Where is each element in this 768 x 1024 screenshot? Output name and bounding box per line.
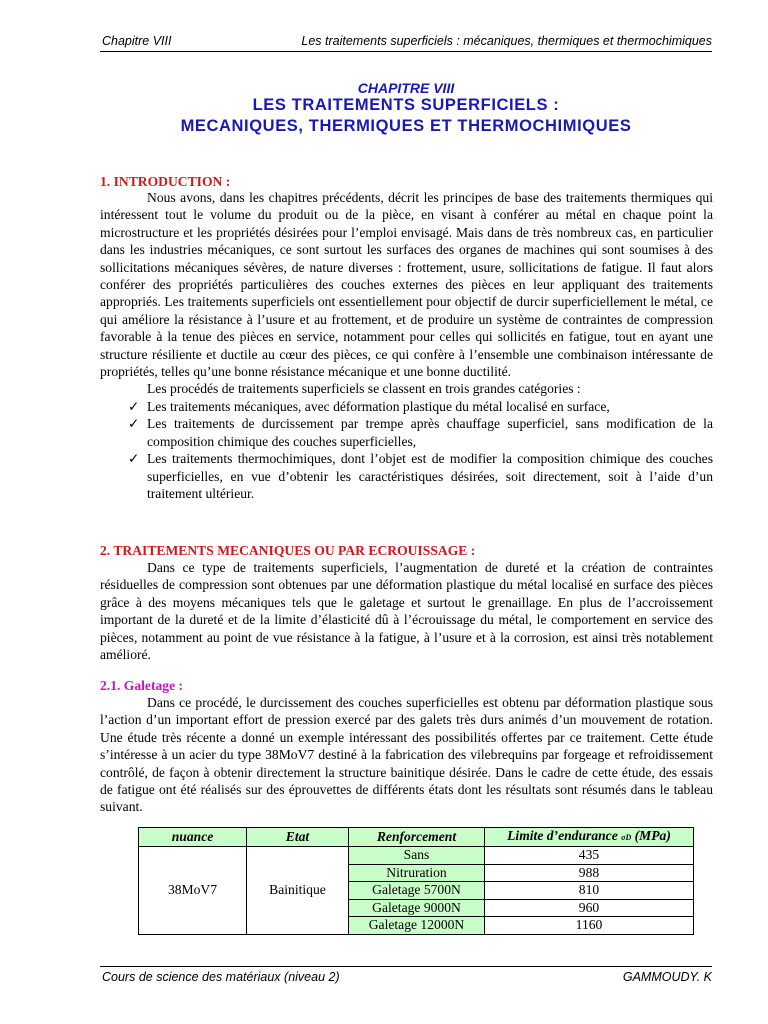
cell-renforcement: Galetage 5700N [349, 882, 485, 900]
list-item: ✓ Les traitements thermochimiques, dont l’objet est de modifier la composition chimique des couches superficielles, en vue d’obtenir les caractéristiques désirées, soit directement, soit à l’aide d’un traitement ultérieur. [128, 451, 713, 501]
footer-author: GAMMOUDY. K [622, 970, 712, 984]
cell-renforcement: Galetage 12000N [349, 917, 485, 935]
endurance-table [138, 827, 694, 935]
cell-renforcement: Nitruration [349, 864, 485, 882]
list-item: ✓ Les traitements de durcissement par trempe après chauffage superficiel, sans modification de la composition chimique des couches superficielles, [128, 416, 713, 449]
column-header-renforcement: Renforcement [349, 828, 485, 847]
header-chapter: Chapitre VIII [102, 34, 172, 48]
galetage-paragraph: Dans ce procédé, le durcissement des couches superficielles est obtenu par déformation plastique sous l’action d’un important effort de pression exercé par des galets très durs animés d’un mouvement de rotation. Une étude très récente a donné un exemple intéressant des possibilités offertes par ce traitement. Cette étude s’intéresse à un acier du type 38MoV7 destiné à la fabrication des vilebrequins par forgeage et refroidissement contrôlé, de façon à obtenir directement la structure bainitique désirée. Dans le cadre de cette étude, des essais de fatigue ont été réalisés sur des éprouvettes de différents états dont les résultats sont résumés dans le tableau suivant. [100, 695, 713, 815]
check-icon: ✓ [128, 398, 140, 414]
column-header-nuance: nuance [139, 828, 247, 847]
cell-nuance: 38MoV7 [139, 847, 247, 935]
chapter-label: CHAPITRE VIII [357, 80, 455, 96]
cell-limite: 810 [485, 882, 694, 900]
cell-etat: Bainitique [247, 847, 349, 935]
column-header-etat: Etat [247, 828, 349, 847]
table-header-row [139, 828, 694, 847]
column-header-limite-endurance: Limite d’endurance σD (MPa) [485, 828, 694, 847]
page-header [100, 33, 712, 52]
section-heading-traitements-mecaniques: 2. TRAITEMENTS MECANIQUES OU PAR ECROUISSAGE : [100, 543, 476, 558]
cell-limite: 435 [485, 847, 694, 865]
table-row [139, 847, 694, 865]
section-2-body [100, 559, 713, 663]
cell-limite: 1160 [485, 917, 694, 935]
check-icon: ✓ [128, 451, 140, 467]
introduction-body [100, 189, 713, 502]
page-footer [100, 966, 712, 984]
subsection-heading-galetage: 2.1. Galetage : [100, 678, 184, 693]
footer-course: Cours de science des matériaux (niveau 2) [102, 970, 340, 984]
check-icon: ✓ [128, 416, 140, 432]
list-item: ✓ Les traitements mécaniques, avec déformation plastique du métal localisé en surface, [128, 398, 610, 414]
intro-paragraph-1: Nous avons, dans les chapitres précédents, décrit les principes de base des traitements thermiques qui intéressent tout le volume du produit ou de la pièce, en visant à conférer au métal en chaque point la microstructure et les propriétés désirées pour l’emploi envisagé. Mais dans de très nombreux cas, en particulier dans les industries mécaniques, ce sont surtout les surfaces des organes de machines qui sont soumises à des sollicitations mécaniques sévères, de nature diverses : frottement, usure, sollicitations de fatigue. Il faut alors conférer des propriétés particulières des couches externes des pièces en leur appliquant des traitements appropriés. Les traitements superficiels ont essentiellement pour objectif de durcir superficiellement le métal, ce qui améliore la résistance à l’usure et au frottement, et de produire un système de contraintes de compression favorable à la tenue des pièces en service, notamment pour celles qui sollicités en fatigue, tout en ayant une structure résiliente et ductile au cœur des pièces, ce qui confère à l’ensemble une combinaison intéressante de propriétés, telles qu’une bonne résistance mécanique et une bonne ductilité. [100, 190, 713, 380]
sigma-symbol: σD [621, 833, 632, 842]
header-title: Les traitements superficiels : mécaniques, thermiques et thermochimiques [301, 34, 712, 48]
cell-limite: 988 [485, 864, 694, 882]
chapter-title-line-1: LES TRAITEMENTS SUPERFICIELS : [252, 96, 560, 114]
cell-renforcement: Sans [349, 847, 485, 865]
category-list [100, 398, 713, 502]
chapter-title-line-2: MECANIQUES, THERMIQUES ET THERMOCHIMIQUES [180, 117, 632, 135]
cell-renforcement: Galetage 9000N [349, 899, 485, 917]
intro-paragraph-2: Les procédés de traitements superficiels se classent en trois grandes catégories : [147, 381, 581, 397]
section-heading-introduction: 1. INTRODUCTION : [100, 174, 231, 189]
subsection-2-1-body [100, 694, 713, 816]
cell-limite: 960 [485, 899, 694, 917]
section-2-paragraph: Dans ce type de traitements superficiels, l’augmentation de dureté et la création de contraintes résiduelles de compression sont obtenues par une déformation plastique du métal localisé en surface des pièces grâce à des moyens mécaniques tels que le galetage et surtout le grenaillage. En plus de l’accroissement important de la dureté et de la limite d’élasticité dû à l’écrouissage du métal, le comportement en service des pièces, notamment au point de vue résistance à la fatigue, à l’usure et à la corrosion, est ainsi très notablement amélioré. [100, 560, 713, 663]
